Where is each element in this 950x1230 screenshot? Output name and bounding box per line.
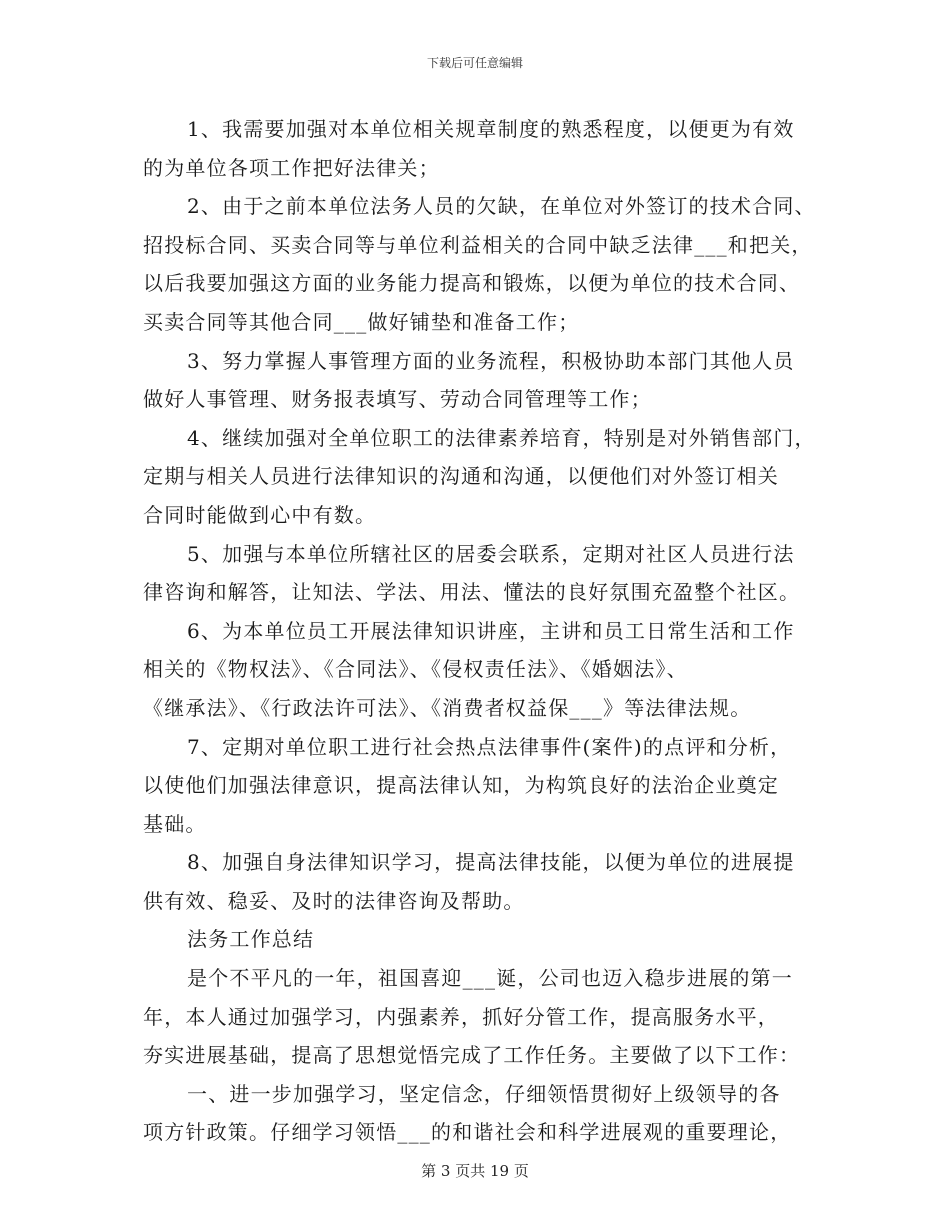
text-line: 基础。 xyxy=(143,811,207,836)
text-line: 是个不平凡的一年，祖国喜迎___诞，公司也迈入稳步进展的第一 xyxy=(187,966,793,991)
text-line: 相关的《物权法》、《合同法》、《侵权责任法》、《婚姻法》、 xyxy=(143,657,688,682)
text-line: 5、加强与本单位所辖社区的居委会联系，定期对社区人员进行法 xyxy=(187,541,795,566)
text-line: 定期与相关人员进行法律知识的沟通和沟通，以便他们对外签订相关 xyxy=(143,464,779,489)
text-line: 招投标合同、买卖合同等与单位利益相关的合同中缺乏法律___和把关， xyxy=(143,232,813,257)
text-line: 《继承法》、《行政法许可法》、《消费者权益保___》等法律法规。 xyxy=(143,695,752,720)
text-line: 2、由于之前本单位法务人员的欠缺，在单位对外签订的技术合同、 xyxy=(187,194,816,219)
text-line: 8、加强自身法律知识学习，提高法律技能，以便为单位的进展提 xyxy=(187,850,795,875)
text-line: 供有效、稳妥、及时的法律咨询及帮助。 xyxy=(143,888,525,913)
text-line: 夯实进展基础，提高了思想觉悟完成了工作任务。主要做了以下工作： xyxy=(143,1043,801,1068)
text-line: 6、为本单位员工开展法律知识讲座，主讲和员工日常生活和工作 xyxy=(187,618,795,643)
text-line: 做好人事管理、财务报表填写、劳动合同管理等工作； xyxy=(143,387,652,412)
text-line: 项方针政策。仔细学习领悟___的和谐社会和科学进展观的重要理论， xyxy=(143,1120,792,1145)
text-line: 的为单位各项工作把好法律关； xyxy=(143,155,440,180)
text-line: 3、努力掌握人事管理方面的业务流程，积极协助本部门其他人员 xyxy=(187,348,795,373)
text-line: 7、定期对单位职工进行社会热点法律事件(案件)的点评和分析， xyxy=(187,734,792,759)
text-line: 合同时能做到心中有数。 xyxy=(143,502,377,527)
text-line: 1、我需要加强对本单位相关规章制度的熟悉程度，以便更为有效 xyxy=(187,117,795,141)
text-line: 法务工作总结 xyxy=(187,927,315,952)
document-body xyxy=(143,110,833,1152)
text-line: 买卖合同等其他合同___做好铺垫和准备工作； xyxy=(143,309,580,334)
text-line: 律咨询和解答，让知法、学法、用法、懂法的良好氛围充盈整个社区。 xyxy=(143,580,801,605)
header-note: 下载后可任意编辑 xyxy=(426,56,523,70)
page-number: 第 3 页共 19 页 xyxy=(421,1162,529,1180)
text-line: 以后我要加强这方面的业务能力提高和锻炼，以便为单位的技术合同、 xyxy=(143,271,801,296)
text-line: 以使他们加强法律意识，提高法律认知，为构筑良好的法治企业奠定 xyxy=(143,773,779,798)
text-line: 4、继续加强对全单位职工的法律素养培育，特别是对外销售部门， xyxy=(187,425,816,450)
text-line: 一、进一步加强学习，坚定信念，仔细领悟贯彻好上级领导的各 xyxy=(187,1081,781,1106)
text-line: 年，本人通过加强学习，内强素养，抓好分管工作，提高服务水平， xyxy=(143,1004,779,1029)
